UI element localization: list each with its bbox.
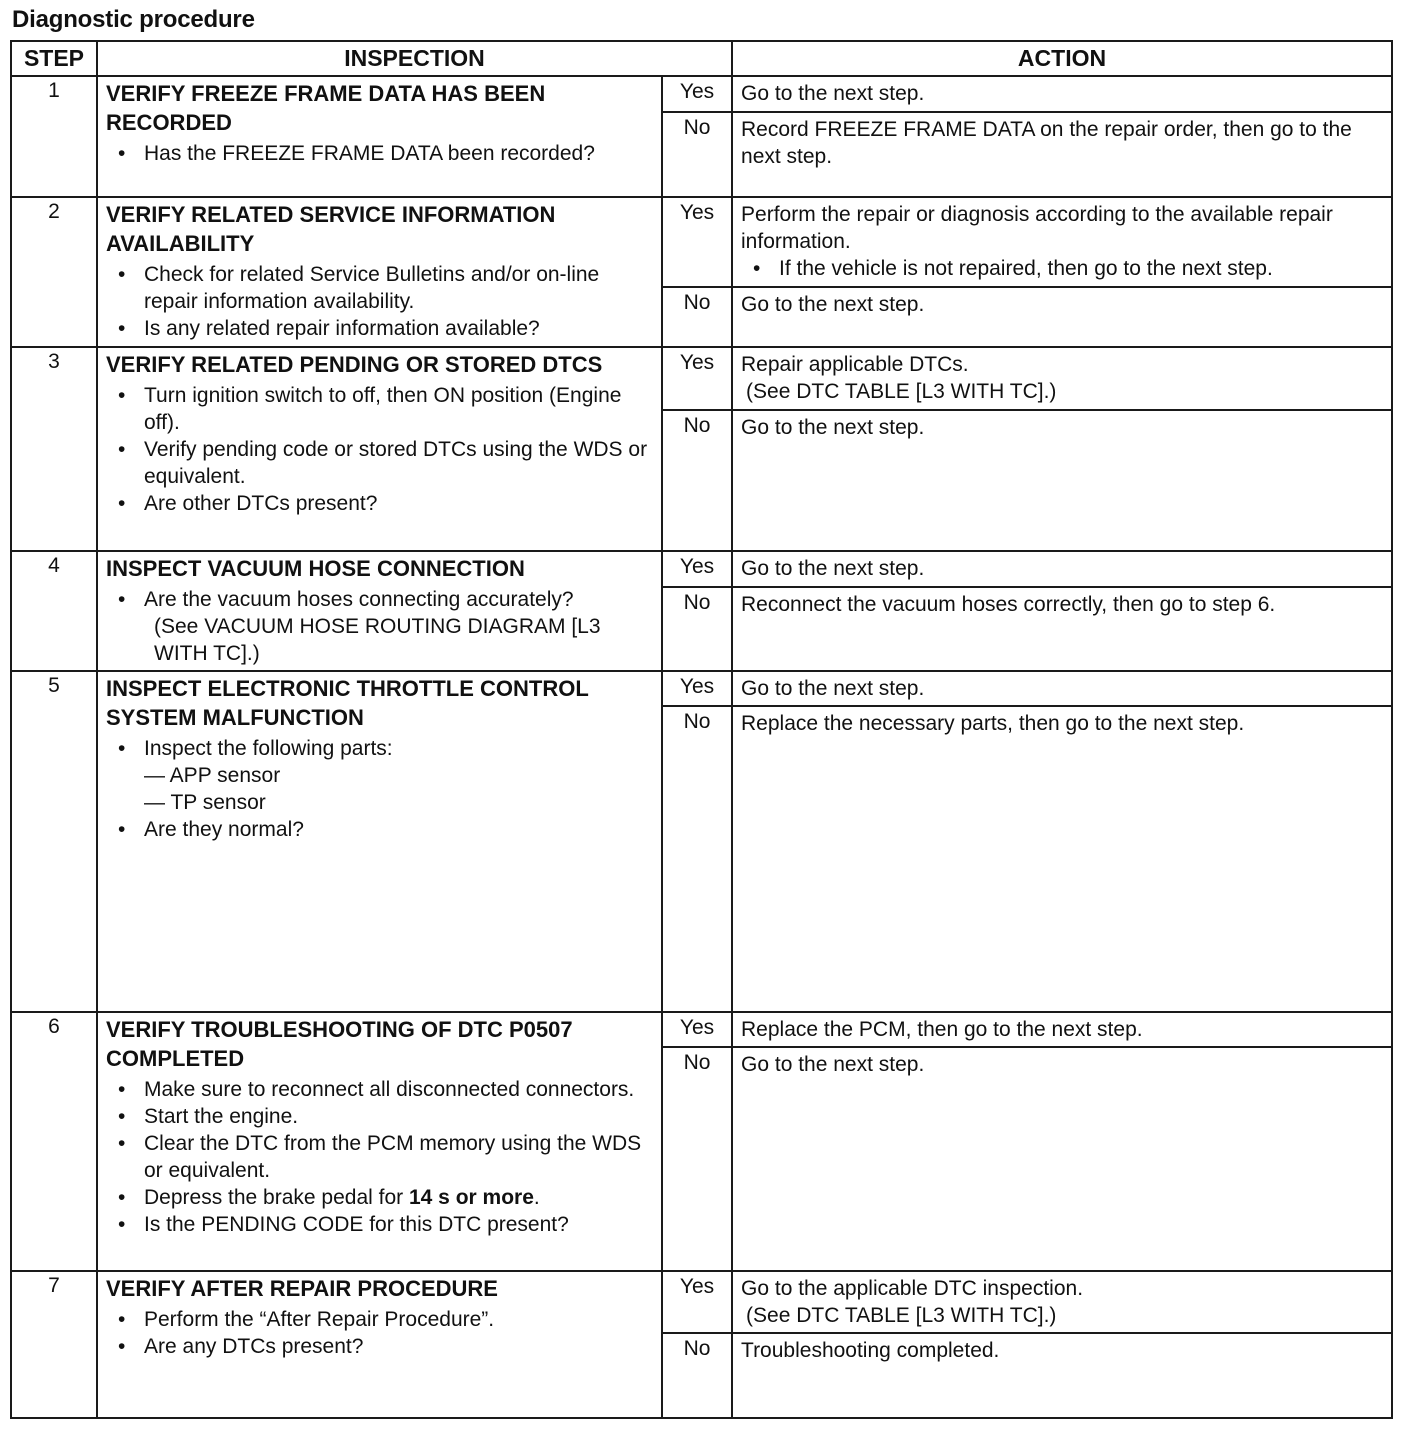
inspection-cell	[97, 551, 662, 671]
inspection-column-header: INSPECTION	[97, 41, 732, 76]
inspection-bullet	[106, 586, 653, 667]
yes-label: Yes	[662, 671, 732, 706]
inspection-bullet: • Check for related Service Bulletins and/or on-line repair information availability.	[106, 261, 653, 315]
yes-label: Yes	[662, 347, 732, 409]
brake-suffix: .	[533, 1185, 540, 1209]
inspection-heading: VERIFY RELATED PENDING OR STORED DTCS	[106, 352, 603, 378]
inspection-bullet: • Are they normal?	[106, 816, 653, 843]
inspection-bullet: • Are any DTCs present?	[106, 1333, 653, 1360]
no-action: Go to the next step.	[732, 287, 1392, 347]
table-row	[11, 1012, 1392, 1047]
page-title: Diagnostic procedure	[12, 6, 255, 33]
inspection-bullet: • Make sure to reconnect all disconnected connectors.	[106, 1076, 653, 1103]
dtc-table-reference: (See DTC TABLE [L3 WITH TC].)	[746, 1304, 1057, 1328]
yes-label: Yes	[662, 197, 732, 287]
yes-label: Yes	[662, 1012, 732, 1047]
inspection-heading: VERIFY RELATED SERVICE INFORMATION AVAILABILITY	[106, 201, 556, 256]
table-row	[11, 197, 1392, 287]
yes-action: Perform the repair or diagnosis according to the available repair information.	[741, 202, 1333, 253]
sub-item: — APP sensor	[144, 764, 281, 788]
table-row	[11, 347, 1392, 409]
inspection-heading: INSPECT ELECTRONIC THROTTLE CONTROL SYSTEM MALFUNCTION	[106, 676, 589, 731]
no-label: No	[662, 287, 732, 347]
inspection-bullet: • Is the PENDING CODE for this DTC present?	[106, 1211, 653, 1238]
inspection-bullet	[106, 1184, 653, 1211]
no-action: Reconnect the vacuum hoses correctly, then go to step 6.	[732, 587, 1392, 671]
no-label: No	[662, 587, 732, 671]
table-row	[11, 671, 1392, 706]
table-row	[11, 76, 1392, 112]
inspection-cell	[97, 1271, 662, 1418]
yes-action-cell	[732, 1271, 1392, 1333]
inspection-bullet: • Are other DTCs present?	[106, 490, 653, 517]
step-number: 1	[11, 76, 97, 197]
no-label: No	[662, 1047, 732, 1271]
yes-action-cell	[732, 347, 1392, 409]
action-column-header: ACTION	[732, 41, 1392, 76]
inspection-heading: INSPECT VACUUM HOSE CONNECTION	[106, 556, 525, 582]
step-number: 7	[11, 1271, 97, 1418]
step-number: 6	[11, 1012, 97, 1271]
yes-action-cell	[732, 197, 1392, 287]
brake-duration: 14 s or more	[408, 1185, 534, 1209]
inspection-bullet	[106, 735, 653, 816]
table-row	[11, 551, 1392, 586]
step-number: 5	[11, 671, 97, 1012]
no-label: No	[662, 706, 732, 1012]
no-action: Troubleshooting completed.	[732, 1333, 1392, 1418]
inspection-bullet: • Start the engine.	[106, 1103, 653, 1130]
yes-action: Go to the next step.	[732, 551, 1392, 586]
no-action: Go to the next step.	[732, 1047, 1392, 1271]
step-column-header: STEP	[11, 41, 97, 76]
diagnostic-procedure-table	[10, 40, 1393, 1419]
inspection-bullet: • Clear the DTC from the PCM memory using the WDS or equivalent.	[106, 1130, 653, 1184]
inspection-heading: VERIFY AFTER REPAIR PROCEDURE	[106, 1276, 498, 1302]
inspection-cell	[97, 671, 662, 1012]
vacuum-hose-routing-reference: (See VACUUM HOSE ROUTING DIAGRAM [L3 WITH TC].)	[154, 615, 601, 666]
inspection-cell	[97, 76, 662, 197]
inspection-bullet: • Has the FREEZE FRAME DATA been recorded?	[106, 140, 653, 167]
step-number: 3	[11, 347, 97, 551]
brake-text: Depress the brake pedal for	[144, 1185, 409, 1209]
inspection-bullet-text: Inspect the following parts:	[144, 737, 393, 761]
inspection-bullet: • Is any related repair information available?	[106, 315, 653, 342]
yes-label: Yes	[662, 1271, 732, 1333]
no-label: No	[662, 112, 732, 196]
inspection-cell	[97, 1012, 662, 1271]
sub-item: — TP sensor	[144, 791, 266, 815]
no-action: Go to the next step.	[732, 410, 1392, 552]
yes-action: Repair applicable DTCs.	[741, 353, 969, 377]
yes-label: Yes	[662, 76, 732, 112]
yes-action: Go to the next step.	[732, 671, 1392, 706]
no-action: Record FREEZE FRAME DATA on the repair order, then go to the next step.	[732, 112, 1392, 196]
dtc-table-reference: (See DTC TABLE [L3 WITH TC].)	[746, 380, 1057, 404]
table-header-row	[11, 41, 1392, 76]
no-label: No	[662, 1333, 732, 1418]
action-bullet: • If the vehicle is not repaired, then go to the next step.	[741, 255, 1383, 282]
yes-action: Replace the PCM, then go to the next step.	[732, 1012, 1392, 1047]
step-number: 2	[11, 197, 97, 348]
inspection-bullet-text: Are the vacuum hoses connecting accurately?	[144, 588, 574, 612]
inspection-heading: VERIFY FREEZE FRAME DATA HAS BEEN RECORDED	[106, 81, 546, 135]
inspection-bullet: • Verify pending code or stored DTCs using the WDS or equivalent.	[106, 436, 653, 490]
inspection-heading: VERIFY TROUBLESHOOTING OF DTC P0507 COMPLETED	[106, 1016, 573, 1071]
no-label: No	[662, 410, 732, 552]
inspection-bullet: • Perform the “After Repair Procedure”.	[106, 1306, 653, 1333]
inspection-bullet: • Turn ignition switch to off, then ON position (Engine off).	[106, 382, 653, 436]
no-action: Replace the necessary parts, then go to the next step.	[732, 706, 1392, 1012]
inspection-cell	[97, 347, 662, 551]
step-number: 4	[11, 551, 97, 671]
yes-label: Yes	[662, 551, 732, 586]
yes-action: Go to the next step.	[732, 76, 1392, 112]
table-row	[11, 1271, 1392, 1333]
yes-action: Go to the applicable DTC inspection.	[741, 1277, 1084, 1301]
inspection-cell	[97, 197, 662, 348]
